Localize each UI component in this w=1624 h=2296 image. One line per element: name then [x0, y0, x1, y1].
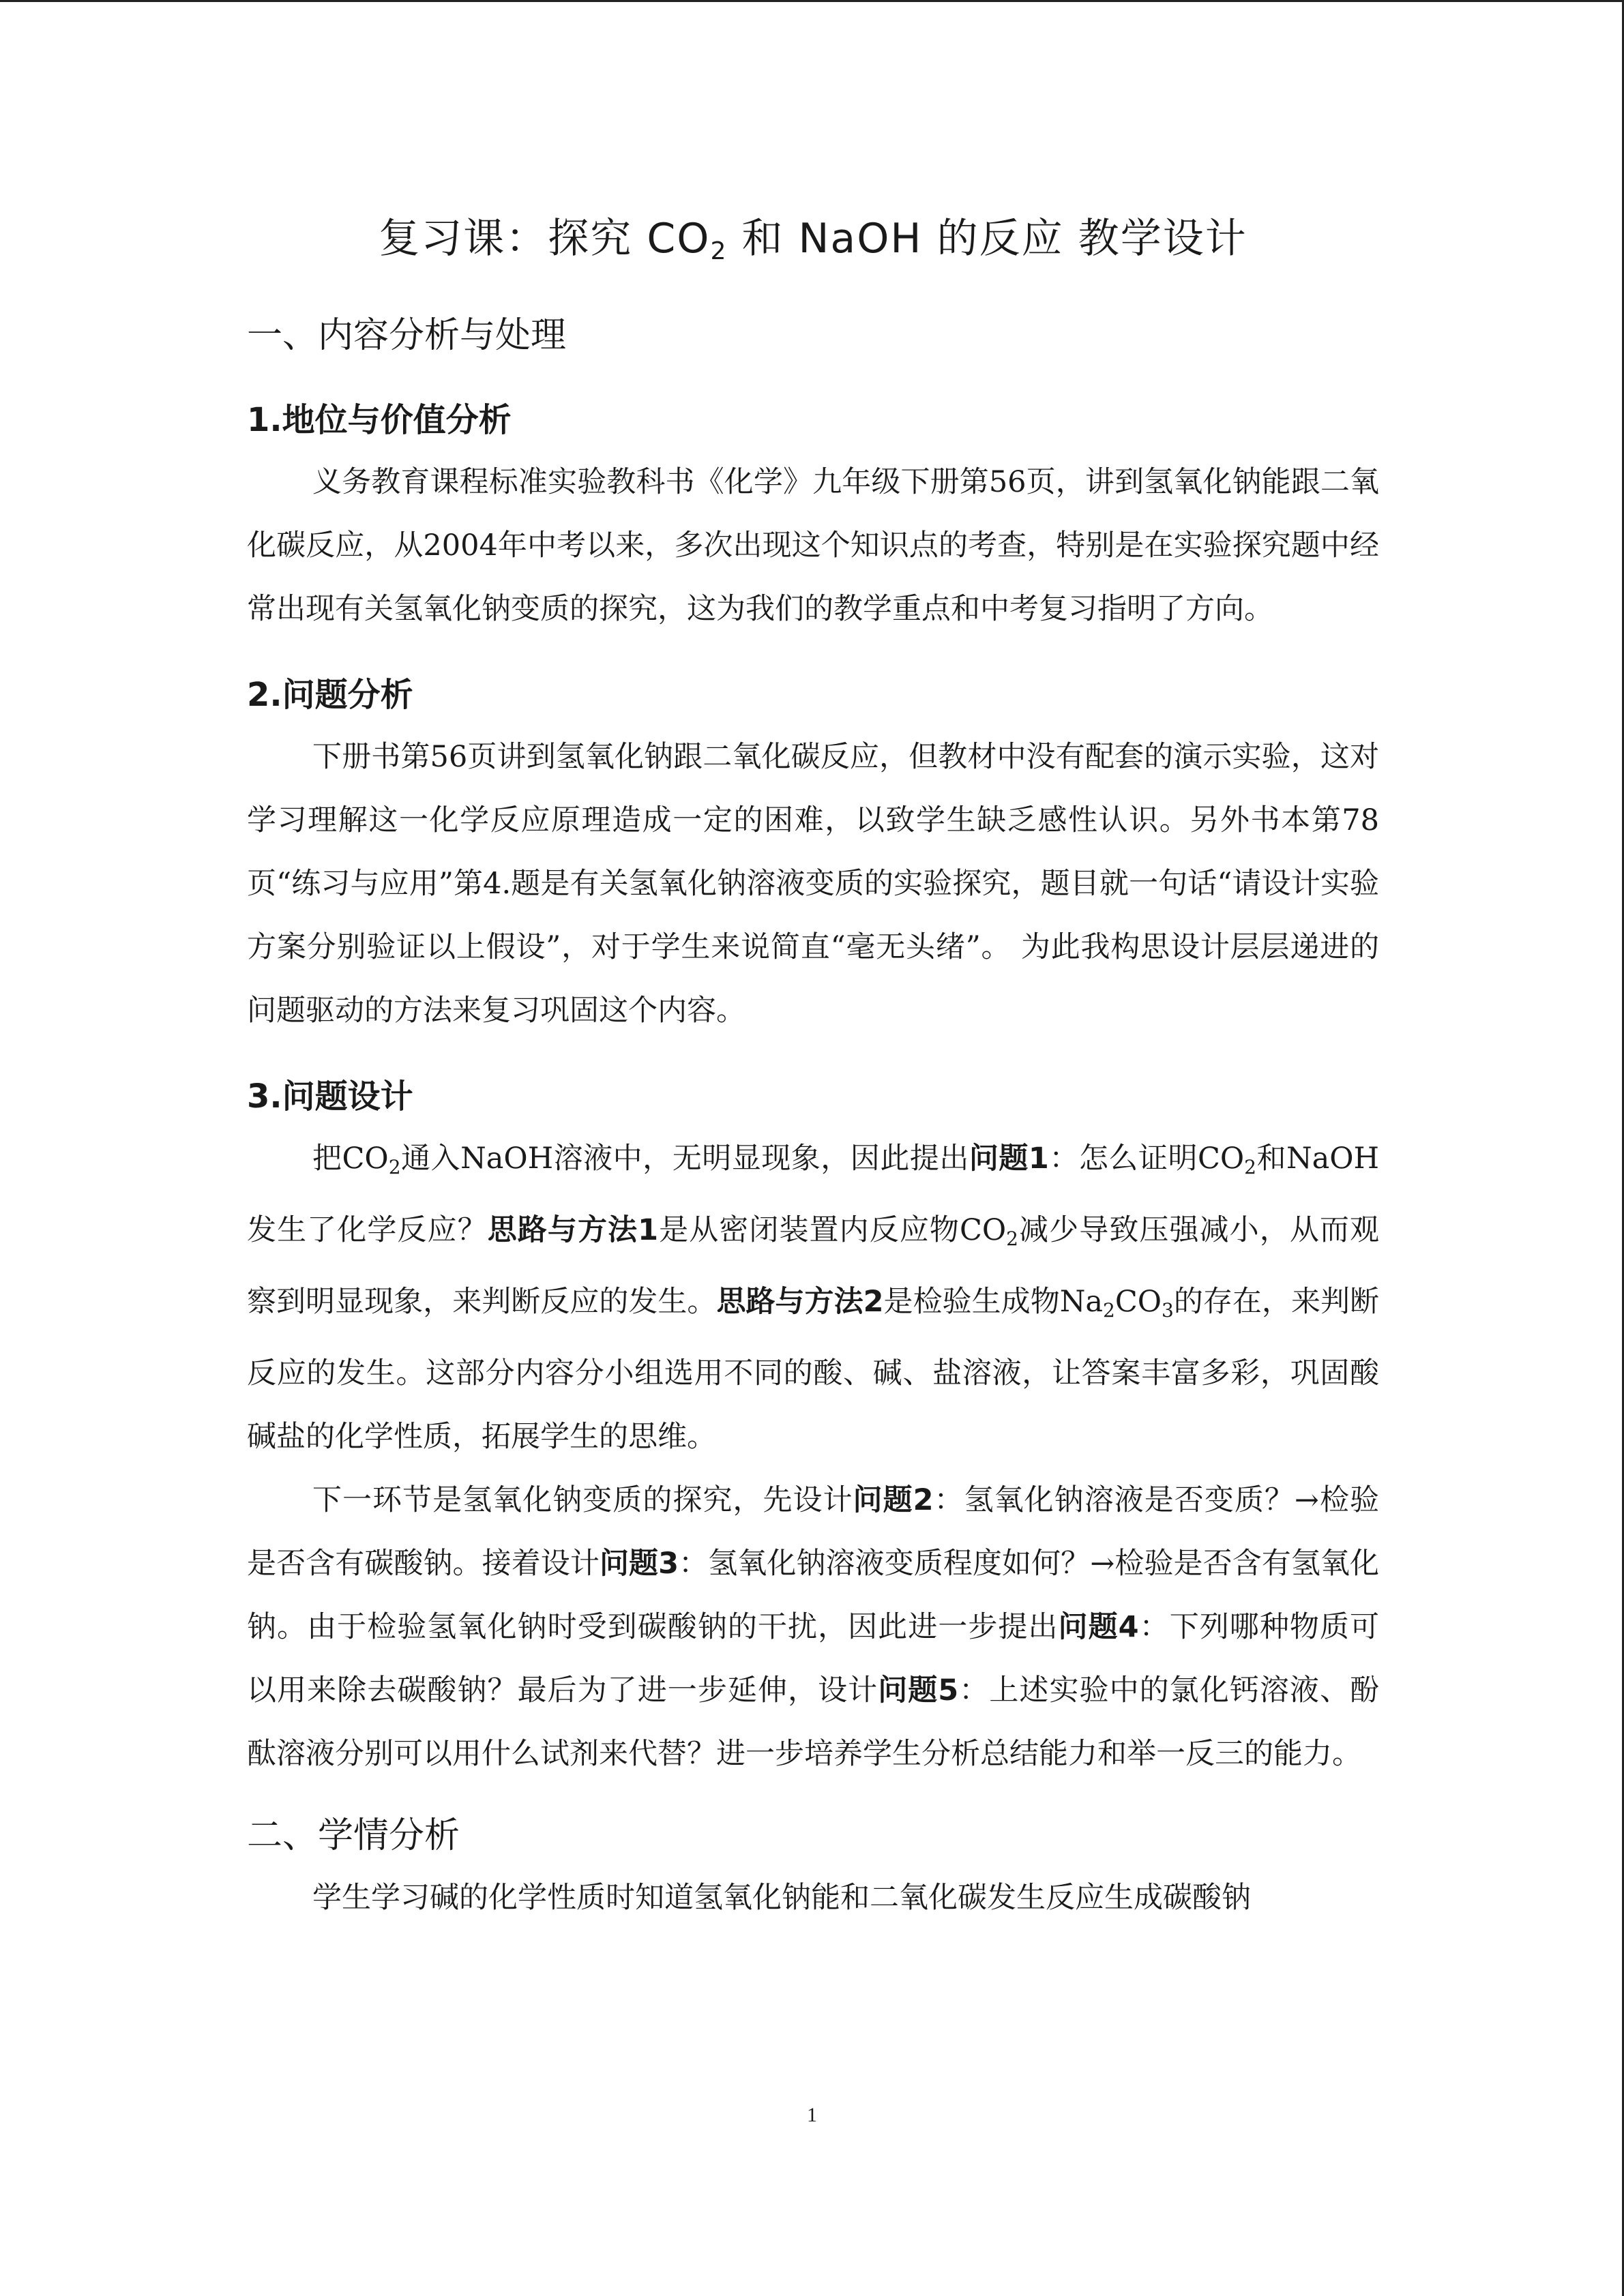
- title-subscript: 2: [710, 237, 728, 265]
- paragraph-problem-analysis: 下册书第56页讲到氢氧化钠跟二氧化碳反应，但教材中没有配套的演示实验，这对学习理解这一化学反应原理造成一定的困难，以致学生缺乏感性认识。另外书本第78页“练习与应用”第4.题是有关氢氧化钠溶液变质的实验探究，题目就一句话“请设计实验方案分别验证以上假设”，对于学生来说简直“毫无头绪”。 为此我构思设计层层递进的问题驱动的方法来复习巩固这个内容。: [247, 740, 1379, 1028]
- subsection-heading-problem-design: 3.问题设计: [247, 1077, 413, 1116]
- document-body: [247, 205, 1379, 1930]
- paragraph-problem-design-1: 把$CO_2$通入NaOH溶液中，无明显现象，因此提出问题1：怎么证明$CO_2$和NaOH发生了化学反应？思路与方法1是从密闭装置内反应物$CO_2$减少导致压强减小，从而观察到明显现象，来判断反应的发生。思路与方法2是检验生成物$Na_2CO_3$的存在，来判断反应的发生。这部分内容分小组选用不同的酸、碱、盐溶液，让答案丰富多彩，巩固酸碱盐的化学性质，拓展学生的思维。: [247, 1142, 1380, 1454]
- title-part: 和 NaOH 的反应 教学设计: [727, 215, 1247, 263]
- paragraph-problem-design-2: 下一环节是氢氧化钠变质的探究，先设计问题2：氢氧化钠溶液是否变质？→检验是否含有碳酸钠。接着设计问题3：氢氧化钠溶液变质程度如何？→检验是否含有氢氧化钠。由于检验氢氧化钠时受到碳酸钠的干扰，因此进一步提出问题4：下列哪种物质可以用来除去碳酸钠？最后为了进一步延伸，设计问题5：上述实验中的氯化钙溶液、酚酞溶液分别可以用什么试剂来代替？进一步培养学生分析总结能力和举一反三的能力。: [247, 1483, 1380, 1771]
- subsection-heading-problem-analysis: 2.问题分析: [247, 676, 413, 714]
- document-title: [247, 205, 1379, 286]
- subsection-heading-position-value: 1.地位与价值分析: [247, 401, 512, 439]
- section-heading-student-analysis: 二、学情分析: [247, 1815, 460, 1856]
- section-heading-content-analysis: 一、内容分析与处理: [247, 315, 567, 356]
- paragraph-student-analysis: 学生学习碱的化学性质时知道氢氧化钠能和二氧化碳发生反应生成碳酸钠: [312, 1881, 1251, 1915]
- page-top-border: [0, 0, 1624, 2]
- title-part: 复习课：探究 CO: [379, 215, 711, 263]
- paragraph-position-value: 义务教育课程标准实验教科书《化学》九年级下册第56页，讲到氢氧化钠能跟二氧化碳反应，从2004年中考以来，多次出现这个知识点的考查，特别是在实验探究题中经常出现有关氢氧化钠变质的探究，这为我们的教学重点和中考复习指明了方向。: [247, 465, 1379, 626]
- page-number: 1: [807, 2104, 817, 2126]
